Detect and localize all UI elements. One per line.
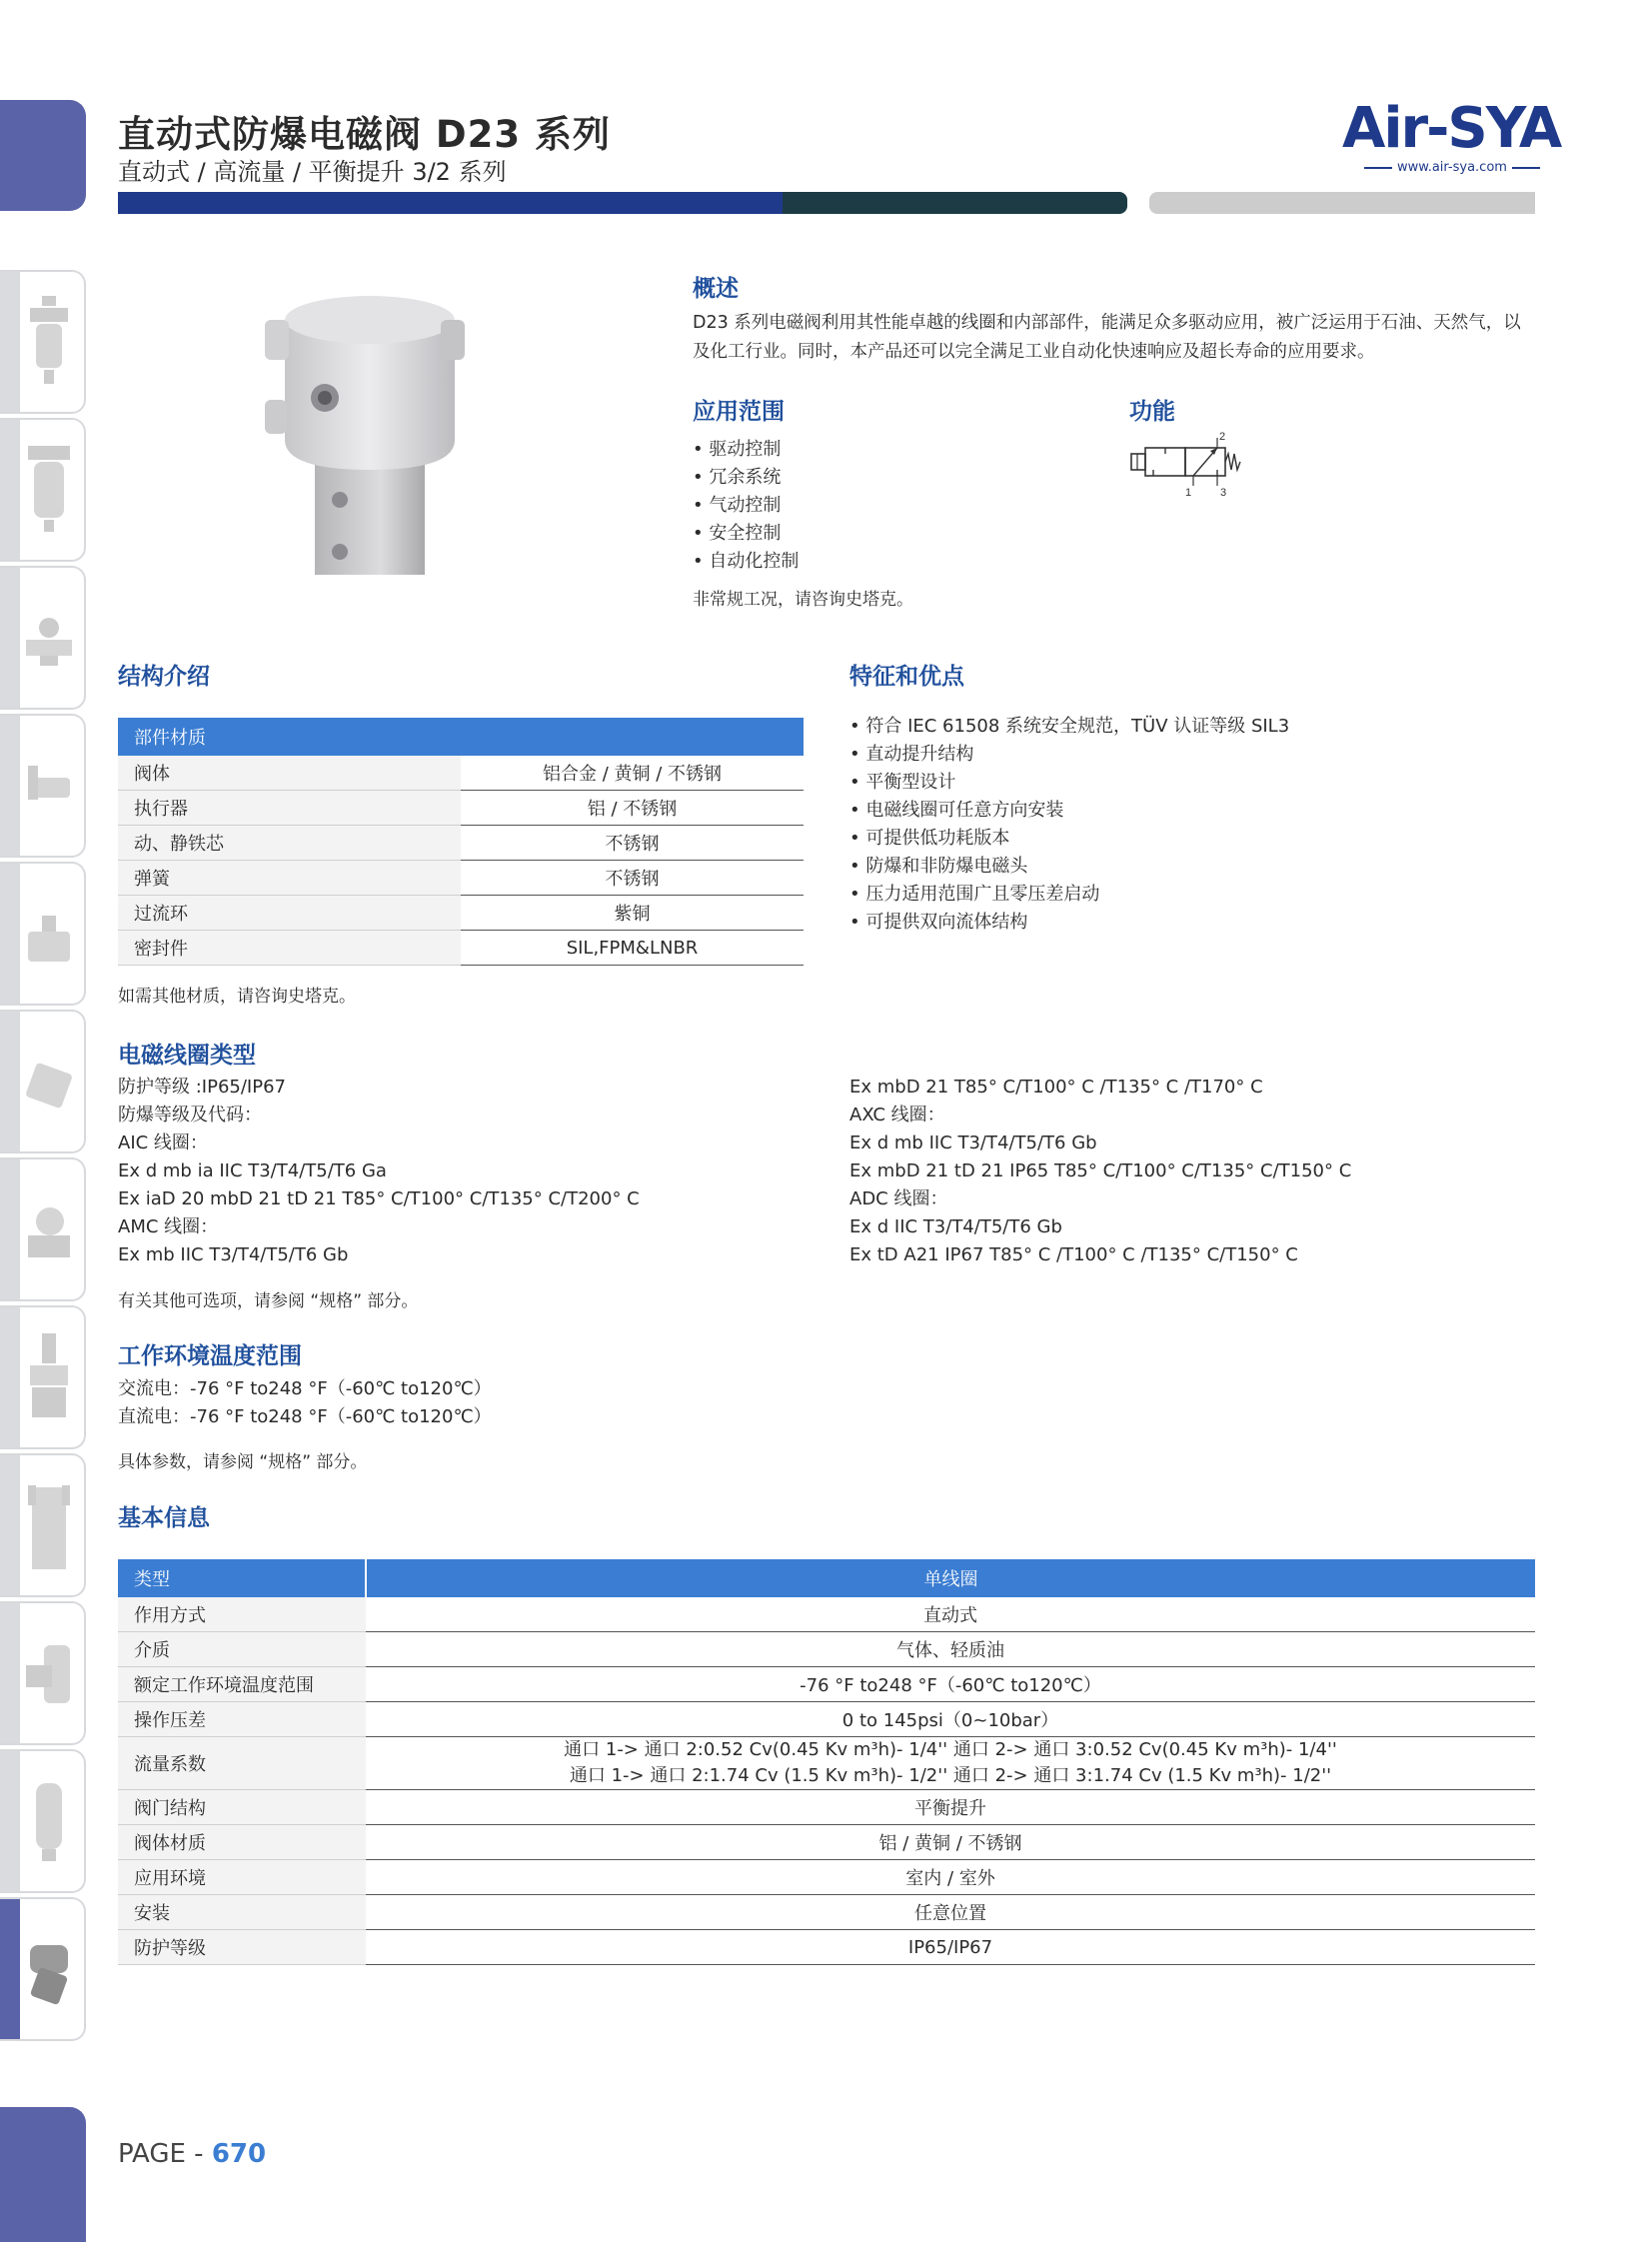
temperature-lines bbox=[118, 1375, 492, 1431]
key-cell: 阀体材质 bbox=[118, 1825, 366, 1860]
coil-line: Ex mb IIC T3/T4/T5/T6 Gb bbox=[118, 1244, 349, 1265]
logo-url bbox=[1359, 160, 1545, 175]
header-bar-dark bbox=[783, 192, 1127, 214]
side-tab-valve-assembly[interactable] bbox=[0, 1157, 86, 1301]
applications-note: 非常规工况，请咨询史塔克。 bbox=[693, 590, 913, 610]
coil-left-column bbox=[118, 1074, 640, 1269]
page-number-value: 670 bbox=[211, 2139, 267, 2169]
applications-list bbox=[693, 436, 799, 576]
material-cell: 紫铜 bbox=[461, 896, 804, 931]
value-cell: 直动式 bbox=[366, 1597, 1535, 1632]
material-cell: 不锈钢 bbox=[461, 826, 804, 861]
coil-line: AXC 线圈： bbox=[849, 1105, 945, 1125]
key-cell: 阀门结构 bbox=[118, 1790, 366, 1825]
coil-line: AIC 线圈： bbox=[118, 1132, 208, 1153]
coil-line: 防护等级 :IP65/IP67 bbox=[118, 1077, 286, 1098]
part-cell: 动、静铁芯 bbox=[118, 826, 461, 861]
structure-note: 如需其他材质，请咨询史塔克。 bbox=[118, 987, 356, 1007]
features-list bbox=[849, 713, 1289, 937]
table-row bbox=[118, 861, 804, 896]
table-row bbox=[118, 1930, 1535, 1965]
side-tab-bracket[interactable] bbox=[0, 1453, 86, 1597]
temperature-line: 交流电：-76 °F to248 °F（-60℃ to120℃） bbox=[118, 1378, 492, 1399]
part-cell: 过流环 bbox=[118, 896, 461, 931]
coil-line: 防爆等级及代码： bbox=[118, 1105, 262, 1125]
port-label-3: 3 bbox=[1220, 487, 1227, 499]
value-cell bbox=[366, 1737, 1535, 1790]
coil-heading: 电磁线圈类型 bbox=[118, 1043, 256, 1069]
coil-line: Ex iaD 20 mbD 21 tD 21 T85° C/T100° C/T135° C/T200° C bbox=[118, 1188, 640, 1209]
page-label: PAGE - bbox=[118, 2139, 212, 2169]
applications-heading: 应用范围 bbox=[693, 399, 785, 425]
header-bar-gray bbox=[1149, 192, 1535, 214]
side-tab-bottom bbox=[0, 2107, 86, 2242]
key-cell: 介质 bbox=[118, 1632, 366, 1667]
side-tab-limit-switch[interactable] bbox=[0, 1010, 86, 1153]
list-item: • 平衡型设计 bbox=[849, 769, 1289, 797]
temperature-note: 具体参数，请参阅 “规格” 部分。 bbox=[118, 1452, 368, 1472]
gauge-valve-icon bbox=[24, 590, 74, 690]
material-cell: SIL,FPM&LNBR bbox=[461, 931, 804, 966]
key-cell: 防护等级 bbox=[118, 1930, 366, 1965]
list-item: • 电磁线圈可任意方向安装 bbox=[849, 797, 1289, 825]
table-row bbox=[118, 1895, 1535, 1930]
silencer-icon bbox=[24, 1773, 74, 1873]
fitting-icon bbox=[24, 1625, 74, 1725]
coil-line: Ex d mb ia IIC T3/T4/T5/T6 Ga bbox=[118, 1160, 387, 1181]
list-item: • 压力适用范围广且零压差启动 bbox=[849, 881, 1289, 909]
page-number bbox=[118, 2139, 266, 2169]
coil-right-column bbox=[849, 1074, 1351, 1269]
temperature-heading: 工作环境温度范围 bbox=[118, 1343, 302, 1369]
part-cell: 弹簧 bbox=[118, 861, 461, 896]
coil-line: Ex d IIC T3/T4/T5/T6 Gb bbox=[849, 1216, 1062, 1237]
coil-line: Ex tD A21 IP67 T85° C /T100° C /T135° C/T150° C bbox=[849, 1244, 1298, 1265]
column-header-single-coil: 单线圈 bbox=[366, 1559, 1535, 1597]
table-row bbox=[118, 791, 804, 826]
list-item: • 驱动控制 bbox=[693, 436, 799, 464]
table-row bbox=[118, 1860, 1535, 1895]
side-tab-solenoid-box[interactable] bbox=[0, 862, 86, 1006]
material-table bbox=[118, 718, 804, 966]
table-row bbox=[118, 1667, 1535, 1702]
list-item: • 符合 IEC 61508 系统安全规范，TÜV 认证等级 SIL3 bbox=[849, 713, 1289, 741]
value-cell: 平衡提升 bbox=[366, 1790, 1535, 1825]
actuator-icon bbox=[24, 738, 74, 838]
coil-line: Ex d mb IIC T3/T4/T5/T6 Gb bbox=[849, 1132, 1097, 1153]
coil-line: Ex mbD 21 tD 21 IP65 T85° C/T100° C/T135° C/T150° C bbox=[849, 1160, 1352, 1181]
brand-logo: Air-SYA bbox=[1342, 96, 1561, 161]
list-item: • 防爆和非防爆电磁头 bbox=[849, 853, 1289, 881]
table-row bbox=[118, 1632, 1535, 1667]
logo-url-text: www.air-sya.com bbox=[1397, 160, 1507, 175]
page-subtitle: 直动式 / 高流量 / 平衡提升 3/2 系列 bbox=[118, 158, 507, 186]
material-cell: 铝 / 不锈钢 bbox=[461, 791, 804, 826]
overview-text: D23 系列电磁阀利用其性能卓越的线圈和内部部件，能满足众多驱动应用，被广泛运用于石油、天然气，以及化工行业。同时，本产品还可以完全满足工业自动化快速响应及超长寿命的应用要求。 bbox=[693, 313, 1521, 362]
header-bar-blue bbox=[118, 192, 783, 214]
value-cell: IP65/IP67 bbox=[366, 1930, 1535, 1965]
part-cell: 阀体 bbox=[118, 756, 461, 791]
key-cell: 流量系数 bbox=[118, 1737, 366, 1790]
table-row bbox=[118, 1702, 1535, 1737]
value-cell: 室内 / 室外 bbox=[366, 1860, 1535, 1895]
material-cell: 不锈钢 bbox=[461, 861, 804, 896]
key-cell: 额定工作环境温度范围 bbox=[118, 1667, 366, 1702]
side-tab-manifold[interactable] bbox=[0, 1305, 86, 1449]
table-row bbox=[118, 1825, 1535, 1860]
key-cell: 安装 bbox=[118, 1895, 366, 1930]
port-label-2: 2 bbox=[1219, 431, 1226, 443]
list-item: • 冗余系统 bbox=[693, 464, 799, 492]
table-row bbox=[118, 1790, 1535, 1825]
value-cell: 0 to 145psi（0~10bar） bbox=[366, 1702, 1535, 1737]
material-table-header: 部件材质 bbox=[118, 718, 804, 756]
value-cell: 任意位置 bbox=[366, 1895, 1535, 1930]
coil-line: Ex mbD 21 T85° C/T100° C /T135° C /T170° C bbox=[849, 1077, 1263, 1098]
features-heading: 特征和优点 bbox=[849, 664, 964, 690]
column-header-type: 类型 bbox=[118, 1559, 366, 1597]
table-row bbox=[118, 1737, 1535, 1790]
side-tab-gauge-valve[interactable] bbox=[0, 566, 86, 710]
key-cell: 操作压差 bbox=[118, 1702, 366, 1737]
key-cell: 应用环境 bbox=[118, 1860, 366, 1895]
flow-line-1: 通口 1-> 通口 2:0.52 Cv(0.45 Kv m³h)- 1/4'' 通口 2-> 通口 3:0.52 Cv(0.45 Kv m³h)- 1/4'' bbox=[564, 1739, 1337, 1760]
key-cell: 作用方式 bbox=[118, 1597, 366, 1632]
side-tab-actuator[interactable] bbox=[0, 714, 86, 858]
limit-switch-icon bbox=[24, 1034, 74, 1133]
temperature-line: 直流电：-76 °F to248 °F（-60℃ to120℃） bbox=[118, 1406, 492, 1427]
basic-heading: 基本信息 bbox=[118, 1505, 210, 1531]
part-cell: 执行器 bbox=[118, 791, 461, 826]
value-cell: 气体、轻质油 bbox=[366, 1632, 1535, 1667]
coil-note: 有关其他可选项，请参阅 “规格” 部分。 bbox=[118, 1291, 419, 1311]
value-cell: -76 °F to248 °F（-60℃ to120℃） bbox=[366, 1667, 1535, 1702]
side-tab-fitting[interactable] bbox=[0, 1601, 86, 1745]
valve-assembly-icon bbox=[24, 1181, 74, 1281]
solenoid-box-icon bbox=[24, 886, 74, 986]
list-item: • 可提供双向流体结构 bbox=[849, 909, 1289, 937]
table-row bbox=[118, 896, 804, 931]
list-item: • 自动化控制 bbox=[693, 548, 799, 576]
list-item: • 气动控制 bbox=[693, 492, 799, 520]
page-title: 直动式防爆电磁阀 D23 系列 bbox=[118, 113, 611, 156]
side-tab-filter[interactable] bbox=[0, 418, 86, 562]
value-cell: 铝 / 黄铜 / 不锈钢 bbox=[366, 1825, 1535, 1860]
product-image bbox=[255, 290, 485, 580]
flow-line-2: 通口 1-> 通口 2:1.74 Cv (1.5 Kv m³h)- 1/2'' 通口 2-> 通口 3:1.74 Cv (1.5 Kv m³h)- 1/2'' bbox=[569, 1765, 1332, 1786]
side-tab-top bbox=[0, 100, 86, 211]
list-item: • 直动提升结构 bbox=[849, 741, 1289, 769]
part-cell: 密封件 bbox=[118, 931, 461, 966]
side-tab-filter-regulator[interactable] bbox=[0, 270, 86, 414]
basic-info-table bbox=[118, 1559, 1535, 1965]
overview-heading: 概述 bbox=[693, 276, 739, 302]
material-cell: 铝合金 / 黄铜 / 不锈钢 bbox=[461, 756, 804, 791]
coil-line: AMC 线圈： bbox=[118, 1216, 219, 1237]
table-row bbox=[118, 826, 804, 861]
structure-heading: 结构介绍 bbox=[118, 664, 210, 690]
side-tab-silencer[interactable] bbox=[0, 1749, 86, 1893]
function-heading: 功能 bbox=[1129, 399, 1175, 425]
manifold-icon bbox=[24, 1329, 74, 1429]
port-label-1: 1 bbox=[1185, 487, 1192, 499]
table-row bbox=[118, 931, 804, 966]
valve-symbol-icon bbox=[1129, 430, 1244, 500]
side-tab-explosion-proof-valve[interactable] bbox=[0, 1897, 86, 2041]
table-row bbox=[118, 756, 804, 791]
list-item: • 可提供低功耗版本 bbox=[849, 825, 1289, 853]
filter-icon bbox=[24, 442, 74, 542]
filter-regulator-icon bbox=[24, 294, 74, 394]
explosion-proof-valve-icon bbox=[24, 1921, 74, 2021]
table-row bbox=[118, 1597, 1535, 1632]
bracket-icon bbox=[24, 1477, 74, 1577]
coil-line: ADC 线圈： bbox=[849, 1188, 948, 1209]
list-item: • 安全控制 bbox=[693, 520, 799, 548]
